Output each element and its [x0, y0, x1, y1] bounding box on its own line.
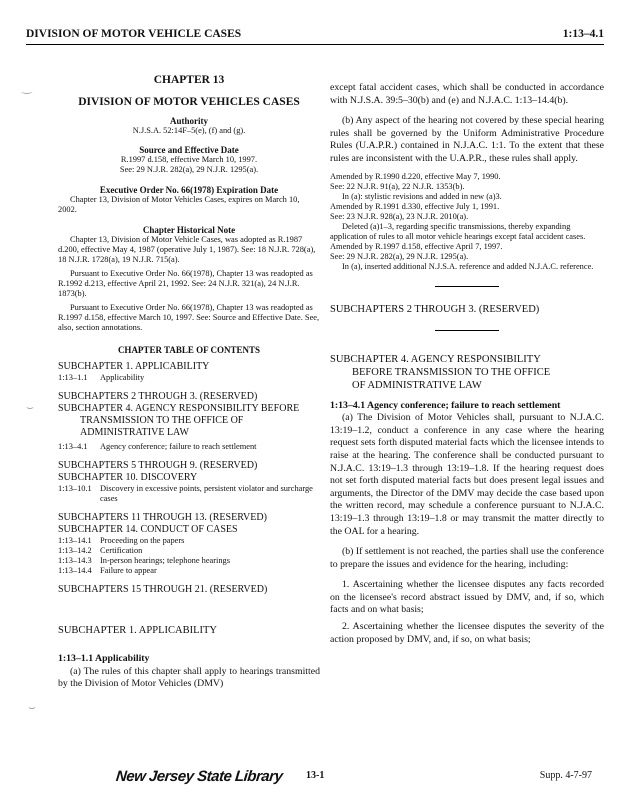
eo-text: Chapter 13, Division of Motor Vehicles Cases, expires on March 10, 2002.: [58, 195, 300, 214]
section-4-1-b-2: 2. Ascertaining whether the licensee disputes the severity of the action proposed by DMV, and, if so, on what basis;: [330, 621, 604, 645]
history-text-1: Chapter 13, Division of Motor Vehicle Cases, was adopted as R.1987 d.200, effective May 4, 1987 (operative July 1, 1987). See: 18 N.J.R. 728(a), 18 N.J.R. 1728(a), 19 N.J.R. 715(a).: [58, 235, 316, 264]
toc-item: 1:13–10.1 Discovery in excessive points, persistent violator and surcharge cases: [58, 484, 313, 503]
toc-item: 1:13–14.4 Failure to appear: [58, 566, 157, 575]
library-stamp: New Jersey State Library: [115, 768, 284, 785]
divider: [435, 330, 499, 331]
section-4-1-b-1: 1. Ascertaining whether the licensee disputes any facts recorded on the licensee's record abstract issued by DMV, and, if so, which facts and on what basis;: [330, 579, 604, 616]
section-1-1-text: (a) The rules of this chapter shall apply to hearings transmitted by the Division of Motor Vehicles (DMV): [58, 665, 320, 690]
authority-heading: Authority: [170, 116, 208, 126]
chapter-title: DIVISION OF MOTOR VEHICLES CASES: [78, 96, 300, 108]
running-header: [26, 28, 604, 45]
section-1-1-b: (b) Any aspect of the hearing not covered by these special hearing rules shall be governed by the Uniform Administrative Procedure Rules (U.A.P.R.) contained in N.J.A.C. 1:1. To the extent that these rules are inconsistent with the U.A.P.R., these rules shall apply.: [330, 115, 604, 164]
toc-subchapters-5-9: SUBCHAPTERS 5 THROUGH 9. (RESERVED): [58, 460, 258, 471]
source-heading: Source and Effective Date: [139, 145, 239, 155]
margin-mark: ⌣: [26, 400, 34, 414]
authority-text: N.J.S.A. 52:14F–5(e), (f) and (g).: [132, 126, 246, 135]
amendment-note: Amended by R.1990 d.220, effective May 7, 1990. See: 22 N.J.R. 91(a), 22 N.J.R. 1353(b). In (a): stylistic revisions and added in new (a)3. Amended by R.1991 d.330, effective July 1, 1991. See: 23 N.J.R. 928(a), 23 N.J.R. 2010(a). Deleted (a)1–3, regarding specific transmissions, thereby expanding application of rules to all motor vehicle hearings except fatal accident cases. Amended by R.1997 d.158, effective April 7, 1997. See: 29 N.J.R. 282(a), 29 N.J.R. 1295(a). In (a), inserted additional N.J.S.A. reference and added N.J.A.C. reference.: [330, 171, 594, 271]
toc-item: 1:13–14.3 In-person hearings; telephone hearings: [58, 556, 231, 565]
header-section: 1:13–4.1: [562, 28, 604, 40]
subchapter-4-heading: SUBCHAPTER 4. AGENCY RESPONSIBILITY BEFORE TRANSMISSION TO THE OFFICE OF ADMINISTRATIVE LAW: [330, 353, 551, 391]
toc-item: 1:13–1.1 Applicability: [58, 373, 145, 382]
subchapter-1-heading: SUBCHAPTER 1. APPLICABILITY: [58, 625, 217, 636]
toc-subchapter-1: SUBCHAPTER 1. APPLICABILITY: [58, 361, 210, 372]
supplement-date: Supp. 4-7-97: [539, 770, 592, 781]
source-text-1: R.1997 d.158, effective March 10, 1997.: [120, 155, 258, 164]
toc-subchapters-11-13: SUBCHAPTERS 11 THROUGH 13. (RESERVED): [58, 512, 267, 523]
toc-subchapter-14: SUBCHAPTER 14. CONDUCT OF CASES: [58, 524, 238, 535]
margin-mark: ‿: [22, 80, 32, 94]
header-title: DIVISION OF MOTOR VEHICLE CASES: [26, 28, 242, 40]
toc-subchapters-15-21: SUBCHAPTERS 15 THROUGH 21. (RESERVED): [58, 584, 268, 595]
history-heading: Chapter Historical Note: [142, 225, 236, 235]
right-column: [330, 60, 604, 646]
section-4-1-a: (a) The Division of Motor Vehicles shall, pursuant to N.J.A.C. 13:19–1.2, conduct a conference in any case where the hearing request sets forth disputed material facts which the licensee intends to raise at the hearing. The conference shall be conducted pursuant to N.J.A.C. 13:19–1.3 through 13:19–1.8. If the hearing request does not set forth disputed material facts but does present legal issues and arguments, the Director of the DMV may decide the case based upon the written record, may schedule a conference pursuant to N.J.A.C. 13:19–1.3 through 13:19–1.8 or may transmit the matter directly to the OAL for a hearing.: [330, 412, 604, 537]
history-text-2: Pursuant to Executive Order No. 66(1978), Chapter 13 was readopted as R.1992 d.213, effective April 21, 1992. See: 24 N.J.R. 321(a), 24 N.J.R. 1873(b).: [58, 269, 313, 298]
chapter-number: CHAPTER 13: [153, 74, 225, 86]
toc-subchapters-2-3: SUBCHAPTERS 2 THROUGH 3. (RESERVED): [58, 391, 258, 402]
section-4-1-heading: 1:13–4.1 Agency conference; failure to reach settlement: [330, 399, 561, 411]
eo-heading: Executive Order No. 66(1978) Expiration Date: [99, 185, 279, 195]
toc-heading: CHAPTER TABLE OF CONTENTS: [117, 345, 261, 355]
toc-item: 1:13–4.1 Agency conference; failure to reach settlement: [58, 442, 257, 451]
section-1-1-heading: 1:13–1.1 Applicability: [58, 653, 150, 664]
margin-mark: ⌣: [28, 700, 36, 714]
history-text-3: Pursuant to Executive Order No. 66(1978), Chapter 13 was readopted as R.1997 d.158, effective March 10, 1997. See: Source and Effective Date. See, also, section annotations.: [58, 303, 320, 332]
page-number: 13-1: [306, 770, 325, 781]
toc-item: 1:13–14.2 Certification: [58, 546, 143, 555]
source-text-2: See: 29 N.J.R. 282(a), 29 N.J.R. 1295(a).: [119, 165, 259, 174]
divider: [435, 286, 499, 287]
section-4-1-b: (b) If settlement is not reached, the parties shall use the conference to prepare the issues and evidence for the hearing, including:: [330, 546, 604, 570]
toc-item: 1:13–14.1 Proceeding on the papers: [58, 536, 185, 545]
section-1-1-continued: except fatal accident cases, which shall be conducted in accordance with N.J.S.A. 39:5–30(b) and (e) and N.J.A.C. 1:13–14.4(b).: [330, 82, 604, 106]
subchapters-2-3-heading: SUBCHAPTERS 2 THROUGH 3. (RESERVED): [330, 303, 540, 315]
left-column: [58, 60, 320, 691]
toc-subchapter-10: SUBCHAPTER 10. DISCOVERY: [58, 472, 198, 483]
toc-subchapter-4: SUBCHAPTER 4. AGENCY RESPONSIBILITY BEFORE TRANSMISSION TO THE OFFICE OF ADMINISTRATIVE LAW: [58, 403, 300, 438]
